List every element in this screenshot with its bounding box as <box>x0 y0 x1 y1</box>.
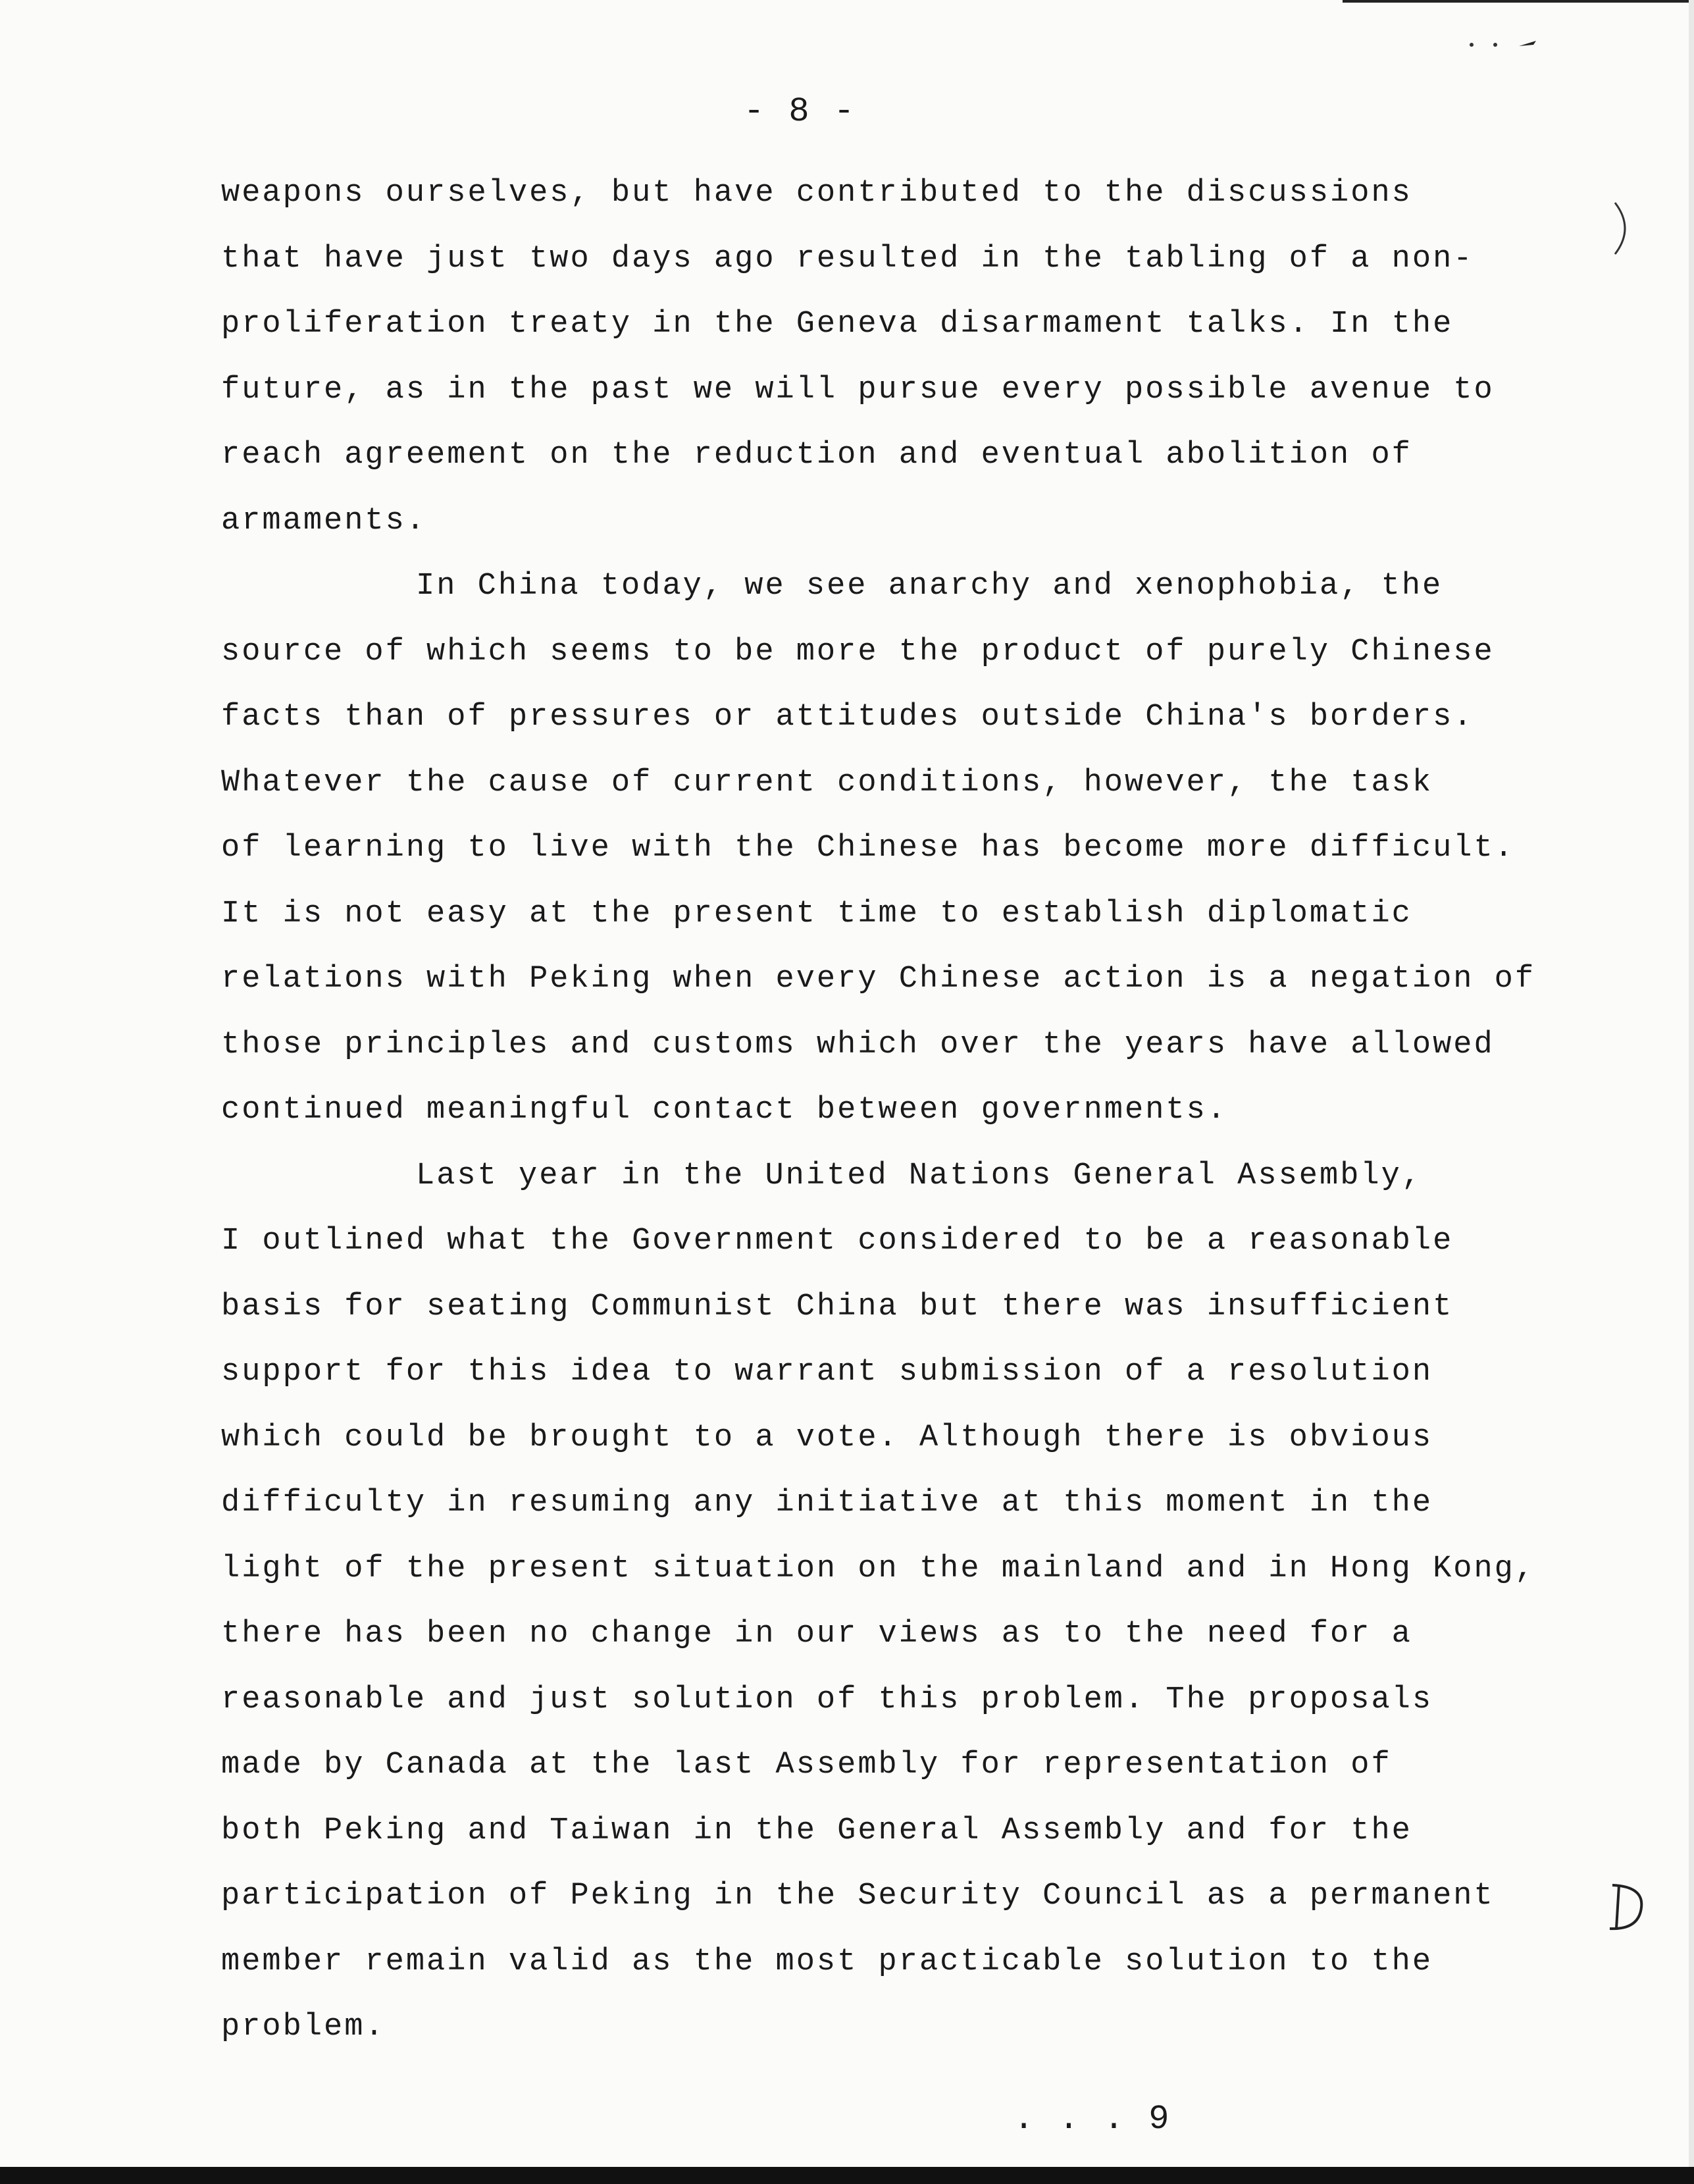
text-line: those principles and customs which over the years have allowed <box>221 1027 1495 1062</box>
handwritten-d-mark <box>1603 1877 1649 1937</box>
body-text <box>221 161 1536 2060</box>
scan-speck-marks <box>1468 37 1547 50</box>
text-line: Last year in the United Nations General Assembly, <box>416 1158 1423 1193</box>
continuation-marker: . . . 9 <box>1014 2100 1171 2139</box>
text-line: reasonable and just solution of this problem. The proposals <box>221 1682 1433 1717</box>
text-line: made by Canada at the last Assembly for representation of <box>221 1748 1392 1782</box>
scan-edge-shadow <box>1689 0 1694 2184</box>
text-line: In China today, we see anarchy and xenophobia, the <box>416 569 1443 604</box>
text-line: which could be brought to a vote. Although there is obvious <box>221 1420 1433 1455</box>
text-line: I outlined what the Government considered to be a reasonable <box>221 1224 1454 1259</box>
text-line: that have just two days ago resulted in the tabling of a non- <box>221 241 1474 276</box>
text-line: Whatever the cause of current conditions, however, the task <box>221 765 1433 800</box>
margin-bracket-mark <box>1611 199 1637 258</box>
scan-bottom-edge <box>0 2167 1694 2184</box>
text-line: participation of Peking in the Security Council as a permanent <box>221 1879 1495 1913</box>
text-line: proliferation treaty in the Geneva disarmament talks. In the <box>221 307 1454 342</box>
text-line: armaments. <box>221 503 427 538</box>
page-number: - 8 - <box>744 92 857 131</box>
text-line: future, as in the past we will pursue every possible avenue to <box>221 372 1495 407</box>
text-line: reach agreement on the reduction and eventual abolition of <box>221 438 1412 473</box>
text-line: member remain valid as the most practicable solution to the <box>221 1944 1433 1979</box>
text-line: both Peking and Taiwan in the General Assembly and for the <box>221 1813 1412 1848</box>
scan-edge-line <box>1343 0 1694 3</box>
text-line: facts than of pressures or attitudes outside China's borders. <box>221 700 1474 735</box>
text-line: weapons ourselves, but have contributed to the discussions <box>221 176 1412 211</box>
text-line: It is not easy at the present time to establish diplomatic <box>221 896 1412 931</box>
text-line: relations with Peking when every Chinese action is a negation of <box>221 962 1536 997</box>
text-line: source of which seems to be more the product of purely Chinese <box>221 634 1495 669</box>
text-line: problem. <box>221 2010 386 2044</box>
text-line: light of the present situation on the mainland and in Hong Kong, <box>221 1551 1536 1586</box>
text-line: basis for seating Communist China but there was insufficient <box>221 1289 1454 1324</box>
text-line: continued meaningful contact between governments. <box>221 1093 1228 1128</box>
text-line: of learning to live with the Chinese has become more difficult. <box>221 831 1515 866</box>
text-line: difficulty in resuming any initiative at this moment in the <box>221 1486 1433 1521</box>
text-line: support for this idea to warrant submission of a resolution <box>221 1355 1433 1390</box>
text-line: there has been no change in our views as to the need for a <box>221 1617 1412 1651</box>
